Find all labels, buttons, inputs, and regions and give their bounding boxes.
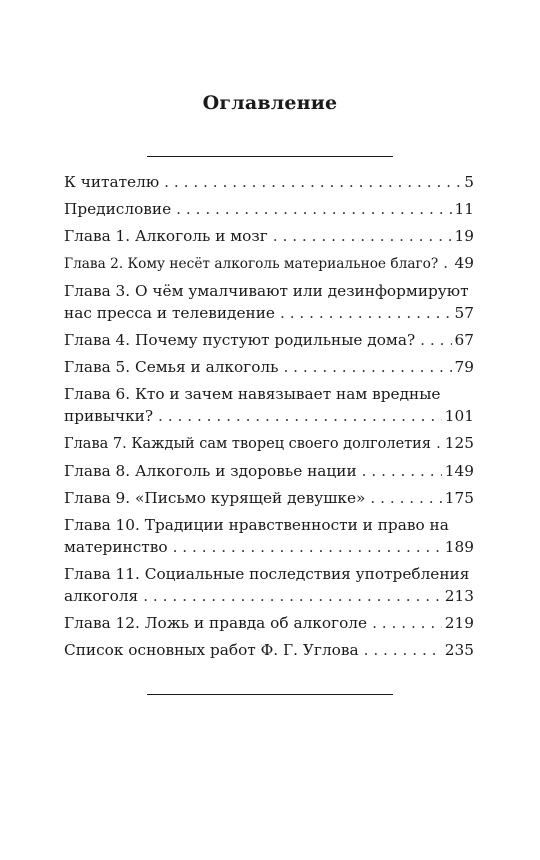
dot-leader [436,432,442,454]
dot-leader [273,225,452,247]
toc-page-number: 235 [444,641,474,659]
toc-entry-title: Глава 2. Кому несёт алкоголь материальное благо? [64,256,439,272]
toc-page-number: 11 [454,200,474,218]
toc-page-number: 49 [454,254,474,272]
toc-entry-title: нас пресса и телевидение [64,304,275,322]
dot-leader [158,405,442,427]
toc-entry-title: Глава 7. Каждый сам творец своего долголетия [64,436,431,452]
toc-entry-title-line1: Глава 10. Традиции нравственности и право на [64,516,449,534]
dot-leader [362,460,442,482]
toc-entry[interactable] [64,612,474,634]
dot-leader [173,536,442,558]
toc-page-number: 125 [444,434,474,452]
bottom-divider [147,694,393,695]
toc-entry-title: привычки? [64,407,154,425]
dot-leader [420,329,451,351]
toc-entry-title-line1: Глава 11. Социальные последствия употребления [64,565,470,583]
dot-leader [370,487,441,509]
table-of-contents [64,171,474,666]
toc-page-number: 57 [454,304,474,322]
dot-leader [176,198,451,220]
dot-leader [283,356,451,378]
toc-entry-title: Предисловие [64,200,172,218]
toc-entry[interactable] [64,639,474,661]
toc-entry[interactable] [64,563,474,607]
toc-entry[interactable] [64,198,474,220]
toc-page-number: 67 [454,331,474,349]
toc-entry-title: К читателю [64,173,160,191]
toc-entry-title: Глава 12. Ложь и правда об алкоголе [64,614,368,632]
toc-page-number: 79 [454,358,474,376]
top-divider [147,156,393,157]
toc-entry[interactable] [64,432,474,455]
dot-leader [443,252,451,274]
toc-page-number: 213 [444,587,474,605]
dot-leader [280,302,452,324]
toc-page-number: 101 [444,407,474,425]
toc-entry-title: алкоголя [64,587,139,605]
toc-entry-title: Глава 8. Алкоголь и здоровье нации [64,462,357,480]
toc-page-number: 5 [464,173,474,191]
toc-entry-title: Глава 5. Семья и алкоголь [64,358,279,376]
dot-leader [164,171,461,193]
toc-page-number: 19 [454,227,474,245]
toc-page-number: 219 [444,614,474,632]
toc-entry-title: материнство [64,538,168,556]
toc-entry[interactable] [64,329,474,351]
toc-entry[interactable] [64,280,474,324]
toc-entry-title: Список основных работ Ф. Г. Углова [64,641,359,659]
toc-entry[interactable] [64,514,474,558]
toc-entry-title: Глава 1. Алкоголь и мозг [64,227,268,245]
toc-entry[interactable] [64,252,474,275]
toc-page-number: 189 [444,538,474,556]
dot-leader [372,612,442,634]
toc-entry[interactable] [64,225,474,247]
toc-entry[interactable] [64,383,474,427]
toc-entry-title-line1: Глава 6. Кто и зачем навязывает нам вредные [64,385,441,403]
toc-entry-title: Глава 4. Почему пустуют родильные дома? [64,331,416,349]
toc-entry-title-line1: Глава 3. О чём умалчивают или дезинформируют [64,282,469,300]
toc-entry[interactable] [64,356,474,378]
toc-entry[interactable] [64,487,474,509]
toc-page-number: 175 [444,489,474,507]
page-title: Оглавление [202,92,338,114]
toc-page-number: 149 [444,462,474,480]
toc-entry[interactable] [64,171,474,193]
toc-entry-title: Глава 9. «Письмо курящей девушке» [64,489,366,507]
dot-leader [143,585,442,607]
dot-leader [364,639,442,661]
toc-entry[interactable] [64,460,474,482]
